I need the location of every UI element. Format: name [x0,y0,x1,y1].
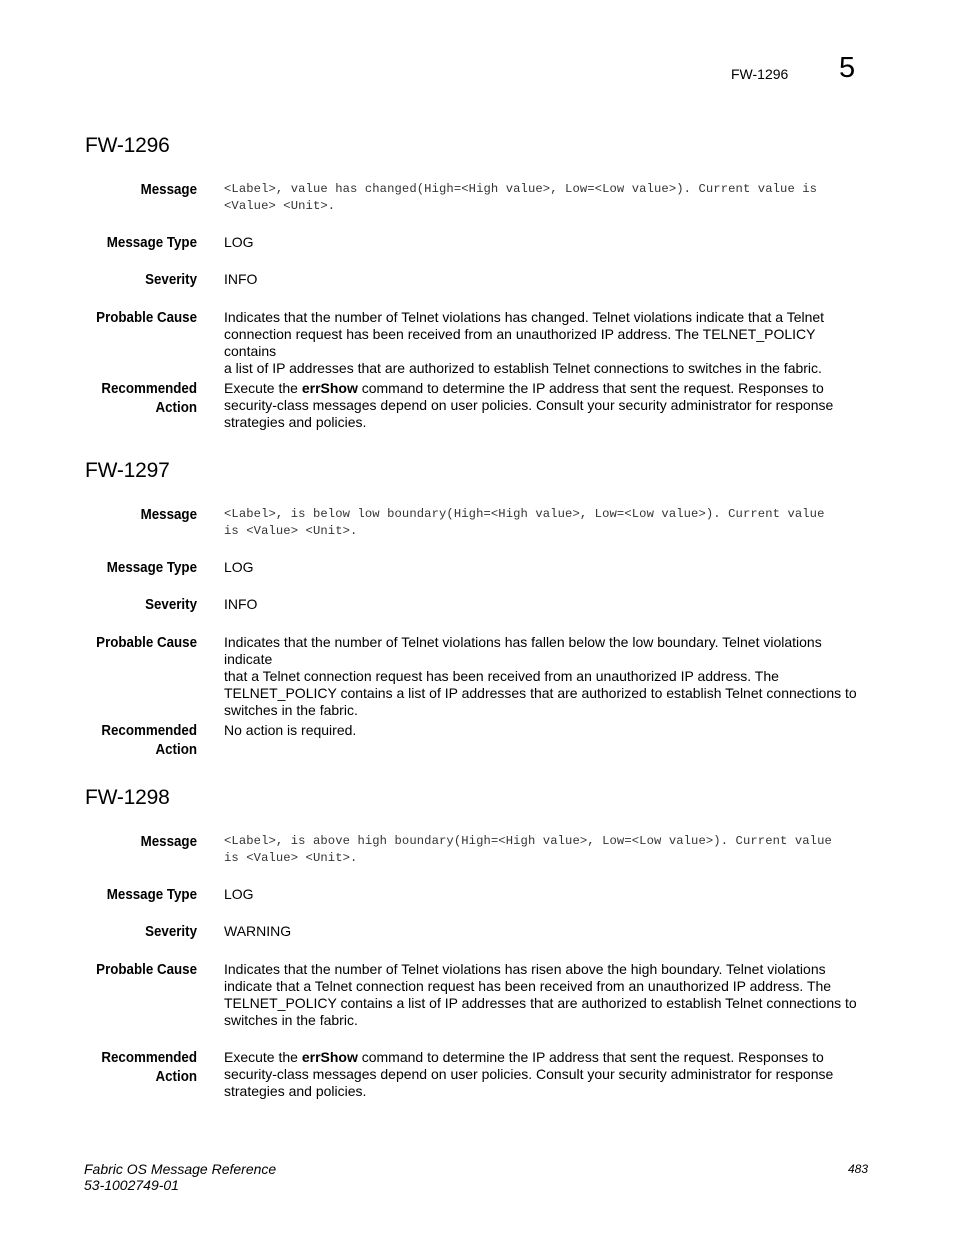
recommended-action-text [224,380,870,431]
command-name: errShow [301,1049,358,1065]
cause-line: connection request has been received from an unauthorized IP address. The TELNET_POLICY contains [224,326,816,359]
cause-line: switches in the fabric. [224,1012,358,1028]
probable-cause-label: Probable Cause [96,310,197,326]
message-type-label: Message Type [106,560,197,576]
entry-title: FW-1298 [85,786,170,809]
message-type-value: LOG [224,234,254,250]
entry-title: FW-1296 [85,134,170,157]
footer-page-number: 483 [848,1162,869,1176]
recommended-action-label: Recommended Action [101,1050,197,1085]
severity-value: INFO [224,271,258,287]
message-label: Message [140,182,197,198]
action-line: strategies and policies. [224,414,367,430]
entry-title: FW-1297 [85,459,170,482]
probable-cause-text [224,961,870,1029]
message-line: <Label>, is below low boundary(High=<High value>, Low=<Low value>). Current value [224,507,825,521]
action-line: Execute the errShow command to determine the IP address that sent the request. Responses to [224,1049,824,1065]
message-label: Message [140,834,197,850]
message-line: is <Value> <Unit>. [224,524,358,538]
probable-cause-text [224,309,870,377]
message-line: <Label>, is above high boundary(High=<High value>, Low=<Low value>). Current value [224,834,832,848]
message-line: is <Value> <Unit>. [224,851,358,865]
severity-label: Severity [145,272,197,288]
action-line: strategies and policies. [224,1083,367,1099]
footer-document-number: 53-1002749-01 [84,1177,179,1193]
message-type-label: Message Type [106,235,197,251]
cause-line: TELNET_POLICY contains a list of IP addresses that are authorized to establish Telnet connections to [224,685,857,701]
message-line: <Value> <Unit>. [224,199,336,213]
cause-line: Indicates that the number of Telnet violations has changed. Telnet violations indicate that a Telnet [224,309,825,325]
severity-value: INFO [224,596,258,612]
message-text [224,833,870,867]
cause-line: a list of IP addresses that are authorized to establish Telnet connections to switches in the fabric. [224,360,822,376]
recommended-action-text [224,1049,870,1100]
message-line: <Label>, value has changed(High=<High value>, Low=<Low value>). Current value is [224,182,818,196]
message-label: Message [140,507,197,523]
cause-line: switches in the fabric. [224,702,358,718]
probable-cause-label: Probable Cause [96,635,197,651]
recommended-action-text: No action is required. [224,722,357,738]
message-text [224,506,870,540]
message-text [224,181,870,215]
running-header-section: FW-1296 [731,66,789,82]
message-type-label: Message Type [106,887,197,903]
recommended-action-label: Recommended Action [101,381,197,416]
severity-label: Severity [145,597,197,613]
running-header-chapter-number: 5 [839,52,856,84]
message-type-value: LOG [224,886,254,902]
command-name: errShow [301,380,358,396]
cause-line: that a Telnet connection request has been received from an unauthorized IP address. The [224,668,779,684]
cause-line: TELNET_POLICY contains a list of IP addresses that are authorized to establish Telnet connections to [224,995,857,1011]
severity-label: Severity [145,924,197,940]
severity-value: WARNING [224,923,292,939]
probable-cause-label: Probable Cause [96,962,197,978]
message-type-value: LOG [224,559,254,575]
cause-line: Indicates that the number of Telnet violations has risen above the high boundary. Telnet violations [224,961,826,977]
cause-line: indicate that a Telnet connection request has been received from an unauthorized IP address. The [224,978,832,994]
probable-cause-text [224,634,870,719]
cause-line: Indicates that the number of Telnet violations has fallen below the low boundary. Telnet violations indicate [224,634,822,667]
action-line: security-class messages depend on user policies. Consult your security administrator for response [224,1066,834,1082]
footer-document-title: Fabric OS Message Reference [84,1161,277,1177]
recommended-action-label: Recommended Action [101,723,197,758]
action-line: security-class messages depend on user policies. Consult your security administrator for response [224,397,834,413]
action-line: Execute the errShow command to determine the IP address that sent the request. Responses to [224,380,824,396]
